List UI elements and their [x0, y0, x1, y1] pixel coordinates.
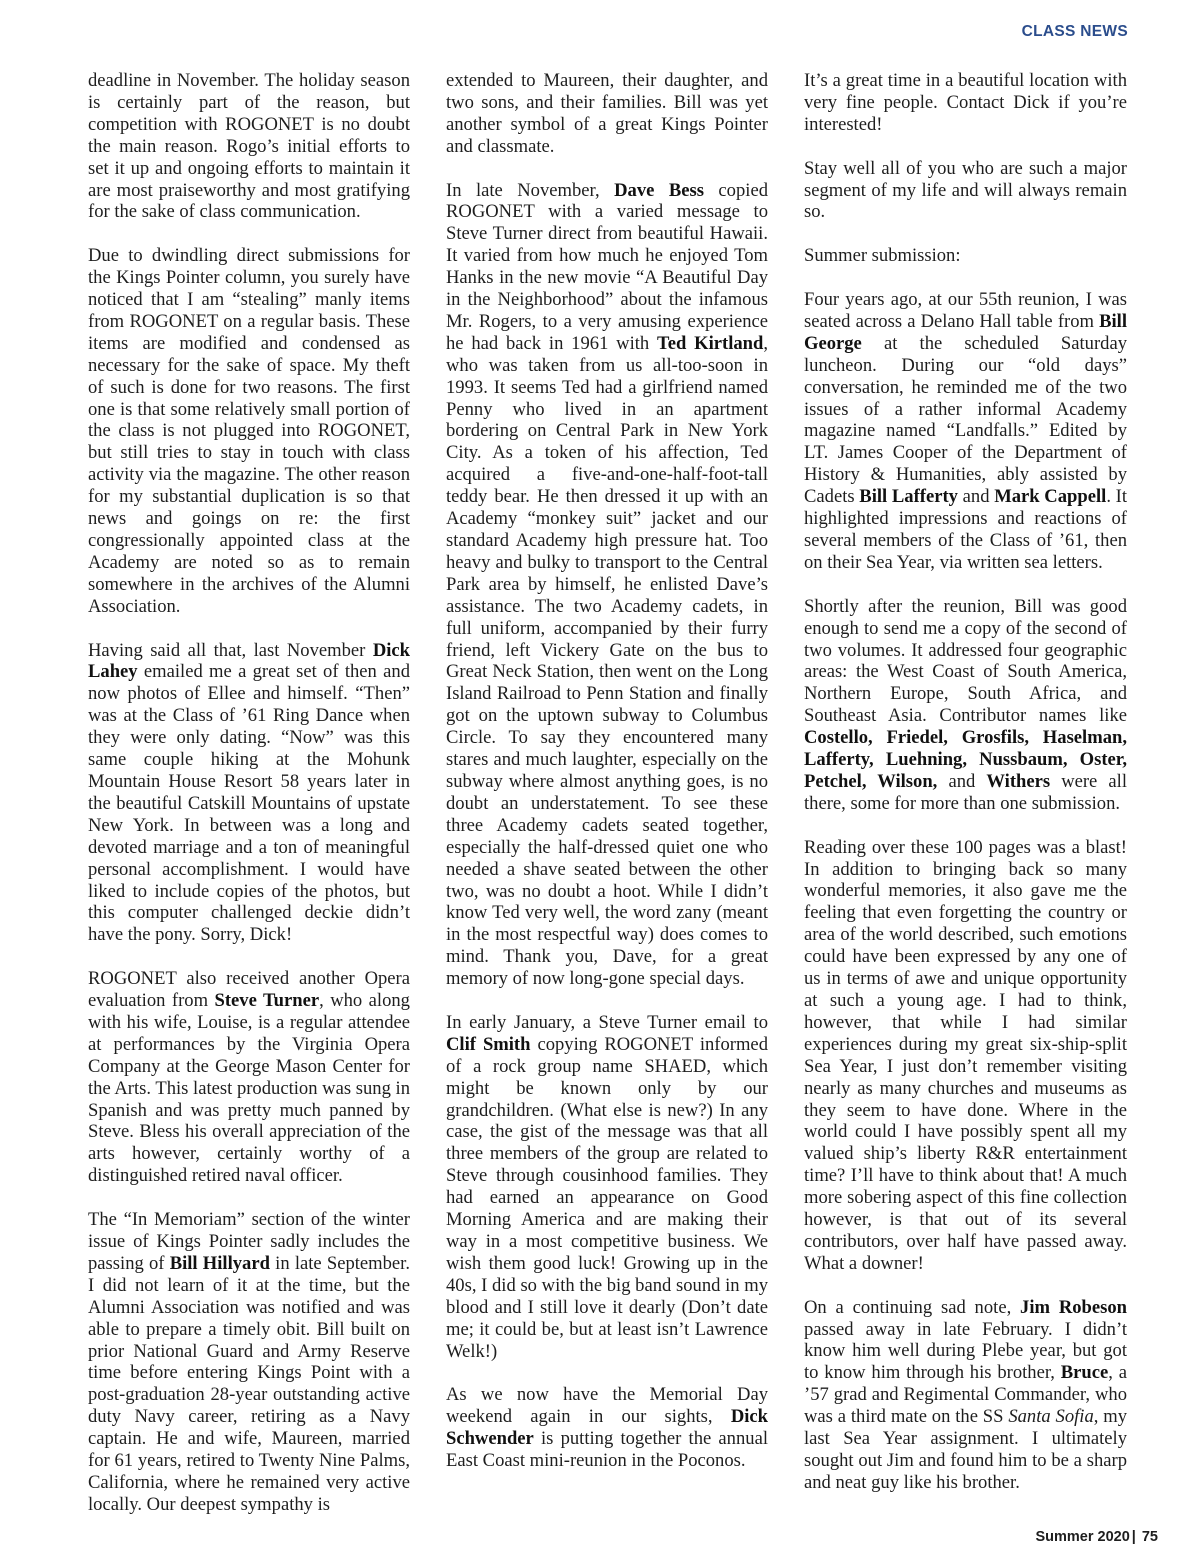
- classmate-name: Dick Schwender: [446, 1406, 768, 1450]
- text-run: As we now have the Memorial Day weekend again in our sights,: [446, 1384, 768, 1428]
- text-run: In early January, a Steve Turner email to: [446, 1011, 768, 1033]
- ship-name: Santa Sofia: [1008, 1406, 1094, 1428]
- text-run: Shortly after the reunion, Bill was good enough to send me a copy of the second of two volumes. It addressed four geographic areas: the West Coast of South America, Northern Europe, South Africa, and Southeast Asia. Contributor names like: [804, 595, 1127, 727]
- text-run: copying ROGONET informed of a rock group name SHAED, which might be known only by our grandchildren. (What else is new?) In any case, the gist of the message was that all three members of the group are related to Steve through cousinhood families. They had earned an appearance on Good Morning America and are making their way in a most competitive business. We wish them good luck! Growing up in the 40s, I did so with the big band sound in my blood and I still love it dearly (Don’t date me; it could be, but at least isn’t Lawrence Welk!): [446, 1033, 768, 1362]
- column-3: [804, 70, 1127, 1494]
- text-run: in late September. I did not learn of it at the time, but the Alumni Association was notified and was able to prepare a timely obit. Bill built on prior National Guard and Army Reserve time before entering Kings Point with a post-graduation 28-year outstanding active duty Navy career, retiring as a Navy captain. He and wife, Maureen, married for 61 years, retired to Twenty Nine Palms, California, where he remained very active locally. Our deepest sympathy is: [88, 1252, 410, 1515]
- column-1: [88, 70, 410, 1516]
- paragraph: [804, 289, 1127, 574]
- text-run: , who along with his wife, Louise, is a regular attendee at performances by the Virginia Opera Company at the George Mason Center for the Arts. This latest production was sung in Spanish and was pretty much panned by Steve. Bless his overall appreciation of the arts however, certainly worthy of a distinguished retired naval officer.: [88, 990, 410, 1187]
- paragraph: [804, 1297, 1127, 1494]
- paragraph: [446, 1012, 768, 1363]
- classmate-name: Bill Hillyard: [169, 1252, 270, 1274]
- classmate-name: Bruce: [1060, 1362, 1109, 1384]
- page-number: 75: [1141, 1529, 1158, 1545]
- text-run: is putting together the annual East Coast mini-reunion in the Poconos.: [446, 1428, 768, 1472]
- classmate-name: Bill George: [804, 310, 1127, 354]
- text-run: at the scheduled Saturday luncheon. During our “old days” conversation, he reminded me of the two issues of a rather informal Academy magazine named “Landfalls.” Edited by LT. James Cooper of the Department of History & Humanities, ably assisted by Cadets: [804, 332, 1127, 508]
- issue-label: Summer 2020: [1035, 1529, 1130, 1545]
- classmate-names: Costello, Friedel, Grosfils, Haselman, Lafferty, Luehning, Nussbaum, Oster, Petchel, Wilson,: [804, 727, 1127, 792]
- paragraph: deadline in November. The holiday season is certainly part of the reason, but competition with ROGONET is no doubt the main reason. Rogo’s initial efforts to set it up and ongoing efforts to maintain it are most praiseworthy and most gratifying for the sake of class communication.: [88, 70, 410, 223]
- page-footer: [1035, 1529, 1158, 1545]
- text-run: emailed me a great set of then and now photos of Ellee and himself. “Then” was at the Class of ’61 Ring Dance when they were only dating. “Now” was this same couple hiking at the Mohunk Mountain House Resort 58 years later in the beautiful Catskill Mountains of upstate New York. In between was a long and devoted marriage and a ton of meaningful personal accomplishment. I would have liked to include copies of the photos, but this computer challenged deckie didn’t have the pony. Sorry, Dick!: [88, 661, 410, 946]
- paragraph: [88, 968, 410, 1187]
- text-run: passed away in late February. I didn’t know him well during Plebe year, but got to know him through his brother,: [804, 1318, 1127, 1384]
- text-run: copied ROGONET with a varied message to Steve Turner direct from beautiful Hawaii. It varied from how much he enjoyed Tom Hanks in the new movie “A Beautiful Day in the Neighborhood” about the infamous Mr. Rogers, to a very amusing experience he had back in 1961 with: [446, 179, 768, 354]
- classmate-name: Steve Turner: [214, 990, 320, 1012]
- paragraph: extended to Maureen, their daughter, and two sons, and their families. Bill was yet another symbol of a great Kings Pointer and classmate.: [446, 70, 768, 157]
- text-run: , who was taken from us all-too-soon in 1993. It seems Ted had a girlfriend named Penny who lived in an apartment bordering on Central Park in New York City. As a token of his affection, Ted acquired a five-and-one-half-foot-tall teddy bear. He then dressed it up with an Academy “monkey suit” jacket and our standard Academy high pressure hat. Too heavy and bulky to transport to the Central Park area by himself, he enlisted Dave’s assistance. The two Academy cadets, in full uniform, accompanied by their furry friend, left Vickery Gate on the bus to Great Neck Station, then went on the Long Island Railroad to Penn Station and finally got on the uptown subway to Columbus Circle. To say they encountered many stares and much laughter, especially on the subway where almost anything goes, is no doubt an understatement. To see these three Academy cadets seated together, especially the half-dressed quiet one who needed a shave seated between the other two, was no doubt a hoot. While I didn’t know Ted very well, the word zany (meant in the most respectful way) does comes to mind. Thank you, Dave, for a great memory of now long-gone special days.: [446, 332, 768, 990]
- paragraph: Due to dwindling direct submissions for the Kings Pointer column, you surely have noticed that I am “stealing” manly items from ROGONET on a regular basis. These items are modified and condensed as necessary for the sake of space. My theft of such is done for two reasons. The first one is that some relatively small portion of the class is not plugged into ROGONET, but still tries to stay in touch with class activity via the magazine. The other reason for my substantial duplication is so that news and goings on re: the first congressionally appointed class at the Academy are noted so as to remain somewhere in the archives of the Alumni Association.: [88, 245, 410, 617]
- text-run: , a ’57 grad and Regimental Commander, who was a third mate on the SS: [804, 1362, 1127, 1428]
- paragraph: [446, 180, 768, 991]
- paragraph: [804, 596, 1127, 815]
- classmate-name: Ted Kirtland: [657, 332, 764, 354]
- text-run: Four years ago, at our 55th reunion, I was seated across a Delano Hall table from: [804, 289, 1127, 332]
- paragraph: [446, 1384, 768, 1472]
- text-run: In late November,: [446, 179, 615, 201]
- text-run: and: [957, 486, 995, 508]
- text-run: . It highlighted impressions and reactions of several members of the Class of ’61, then on their Sea Year, via written sea letters.: [804, 486, 1128, 573]
- paragraph: Reading over these 100 pages was a blast! In addition to bringing back so many wonderful memories, it also gave me the feeling that even forgetting the country or area of the world described, such emotions could have been expressed by any one of us in terms of awe and unique opportunity at such a young age. I had to think, however, that while I had similar experiences during my great six-ship-split Sea Year, I just don’t remember visiting nearly as many churches and museums as they seem to have done. Where in the world could I have possibly spent all my valued ship’s liberty R&R entertainment time? I’ll have to think about that! A much more sobering aspect of this fine collection however, is that out of its several contributors, over half have passed away. What a downer!: [804, 836, 1127, 1274]
- paragraph: Stay well all of you who are such a major segment of my life and will always remain so.: [804, 157, 1127, 223]
- classmate-name: Bill Lafferty: [859, 486, 958, 508]
- text-run: Having said all that, last November: [88, 639, 373, 661]
- footer-separator: |: [1131, 1529, 1136, 1545]
- text-run: On a continuing sad note,: [804, 1296, 1021, 1318]
- section-label: CLASS NEWS: [1021, 23, 1128, 40]
- classmate-name: Dave Bess: [614, 179, 704, 201]
- text-run: ROGONET also received another Opera evaluation from: [88, 968, 410, 1012]
- classmate-name: Dick Lahey: [88, 639, 410, 683]
- text-run: The “In Memoriam” section of the winter issue of Kings Pointer sadly includes the passing of: [88, 1209, 410, 1274]
- classmate-name: Mark Cappell: [994, 486, 1107, 508]
- text-run: were all there, some for more than one submission.: [804, 770, 1127, 814]
- classmate-name: Withers: [986, 770, 1051, 792]
- classmate-name: Jim Robeson: [1020, 1296, 1128, 1318]
- paragraph: [88, 1209, 410, 1516]
- paragraph: Summer submission:: [804, 245, 961, 267]
- text-run: , my last Sea Year assignment. I ultimately sought out Jim and found him to be a sharp and neat guy like his brother.: [804, 1406, 1128, 1493]
- classmate-name: Clif Smith: [446, 1033, 531, 1055]
- text-run: and: [937, 770, 987, 792]
- paragraph: It’s a great time in a beautiful location with very fine people. Contact Dick if you’re interested!: [804, 70, 1127, 135]
- paragraph: [88, 640, 410, 947]
- column-2: [446, 70, 768, 1472]
